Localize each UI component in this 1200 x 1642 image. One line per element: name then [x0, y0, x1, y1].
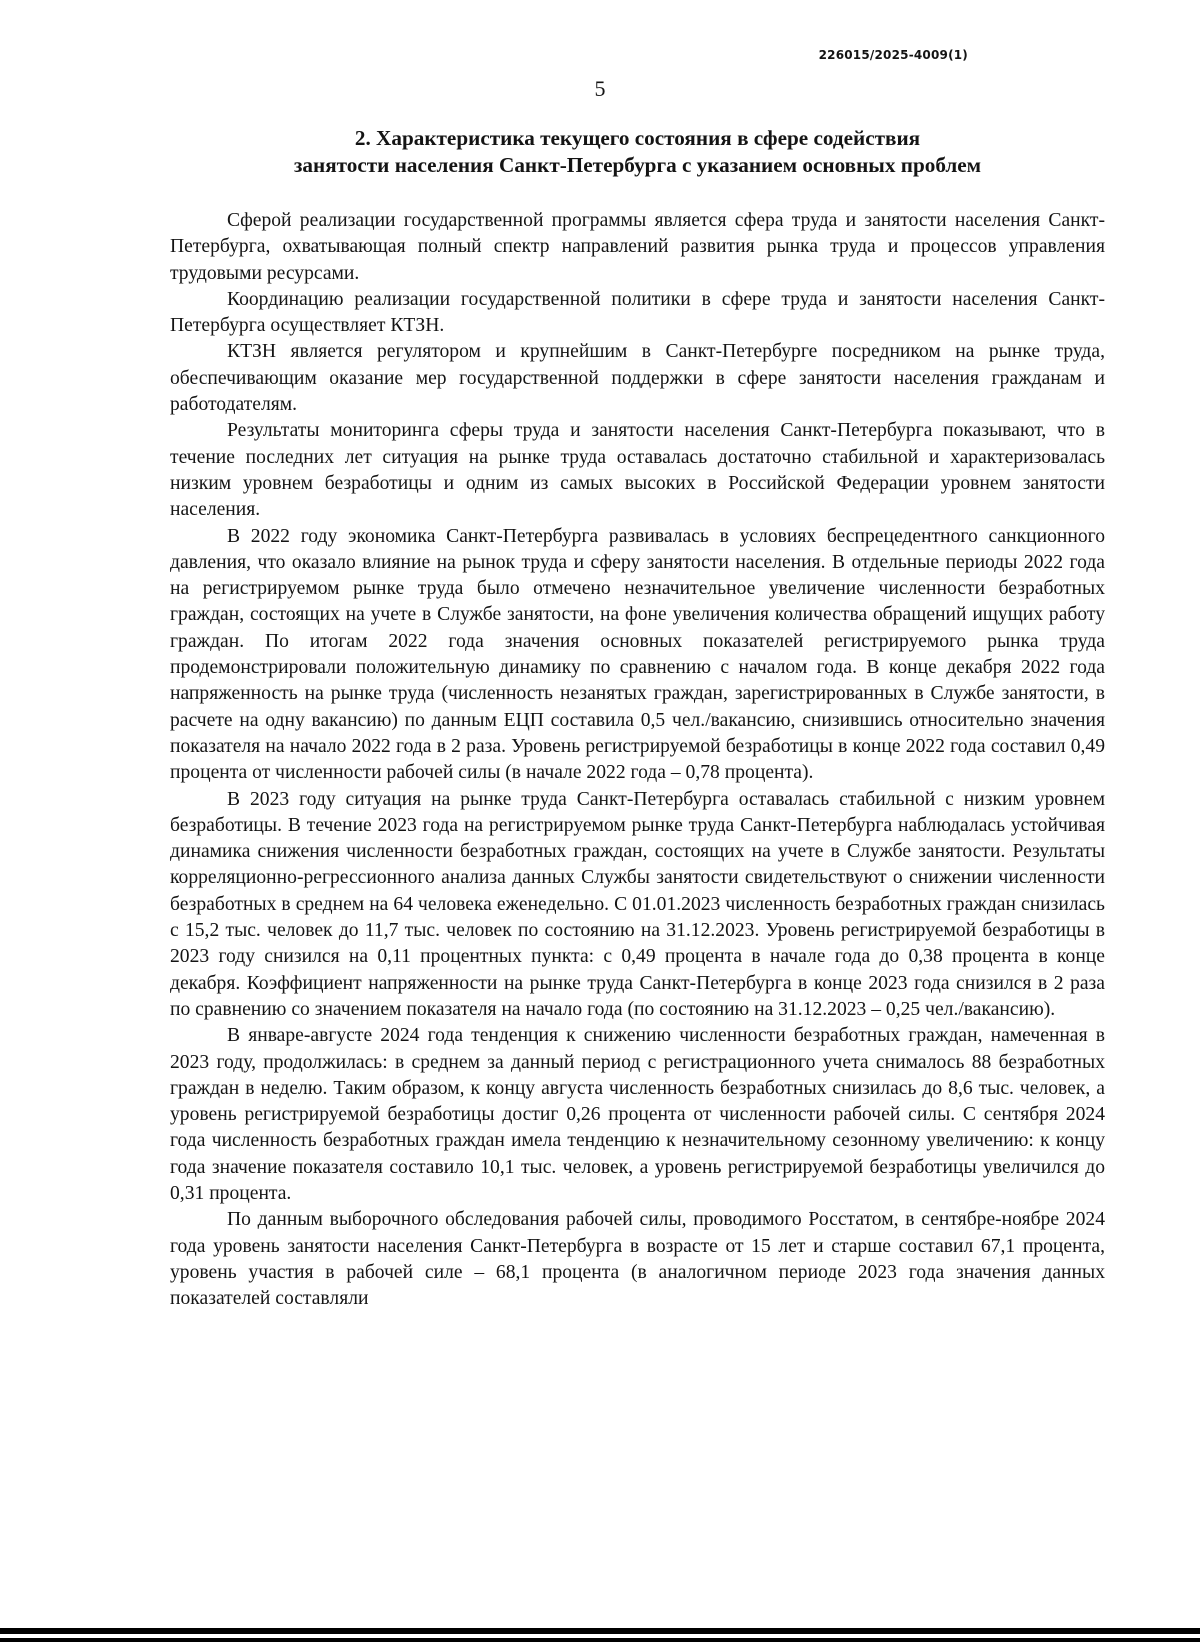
section-title-line-2: занятости населения Санкт-Петербурга с указанием основных проблем [293, 153, 982, 177]
scan-edge-line [0, 1628, 1200, 1634]
page-number: 5 [594, 76, 606, 101]
paragraph-ktzn-role: КТЗН является регулятором и крупнейшим в Санкт-Петербурге посредником на рынке труда, обеспечивающим оказание мер государственной поддержки в сфере занятости населения гражданам и работодателям. [170, 341, 1105, 416]
body-text [170, 208, 1105, 1312]
paragraph-scope: Сферой реализации государственной программы является сфера труда и занятости населения Санкт-Петербурга, охватывающая полный спектр направлений развития рынка труда и процессов управления трудовыми ресурсами. [170, 210, 1105, 284]
paragraph-2022: В 2022 году экономика Санкт-Петербурга развивалась в условиях беспрецедентного санкционного давления, что оказало влияние на рынок труда и сферу занятости населения. В отдельные периоды 2022 года на регистрируемом рынке труда было отмечено незначительное увеличение численности безработных граждан, состоящих на учете в Службе занятости, на фоне увеличения количества обращений ищущих работу граждан. По итогам 2022 года значения основных показателей регистрируемого рынка труда продемонстрировали положительную динамику по сравнению с началом года. В конце декабря 2022 года напряженность на рынке труда (численность незанятых граждан, зарегистрированных в Службе занятости, в расчете на одну вакансию) по данным ЕЦП составила 0,5 чел./вакансию, снизившись относительно значения показателя на начало 2022 года в 2 раза. Уровень регистрируемой безработицы в конце 2022 года составил 0,49 процента от численности рабочей силы (в начале 2022 года – 0,78 процента). [170, 525, 1105, 784]
paragraph-monitoring: Результаты мониторинга сферы труда и занятости населения Санкт-Петербурга показывают, что в течение последних лет ситуация на рынке труда оставалась достаточно стабильной и характеризовалась низким уровнем безработицы и одним из самых высоких в Российской Федерации уровнем занятости населения. [170, 420, 1105, 521]
paragraph-rosstat-survey: По данным выборочного обследования рабочей силы, проводимого Росстатом, в сентябре-ноябре 2024 года уровень занятости населения Санкт-Петербурга в возрасте от 15 лет и старше составил 67,1 процента, уровень участия в рабочей силе – 68,1 процента (в аналогичном периоде 2023 года значения данных показателей составляли [170, 1209, 1105, 1310]
scan-edge-line [0, 1638, 1200, 1642]
section-title-line-1: 2. Характеристика текущего состояния в сфере содействия [354, 126, 921, 150]
paragraph-2023: В 2023 году ситуация на рынке труда Санкт-Петербурга оставалась стабильной с низким уровнем безработицы. В течение 2023 года на регистрируемом рынке труда Санкт-Петербурга наблюдалась устойчивая динамика снижения численности безработных граждан, состоящих на учете в Службе занятости. Результаты корреляционно-регрессионного анализа данных Службы занятости свидетельствуют о снижении численности безработных в среднем на 64 человека еженедельно. С 01.01.2023 численность безработных граждан снизилась с 15,2 тыс. человек до 11,7 тыс. человек по состоянию на 31.12.2023. Уровень регистрируемой безработицы в 2023 году снизился на 0,11 процентных пункта: с 0,49 процента в начале года до 0,38 процента в конце декабря. Коэффициент напряженности на рынке труда Санкт-Петербурга в конце 2023 года снизился в 2 раза по сравнению со значением показателя на начало года (по состоянию на 31.12.2023 – 0,25 чел./вакансию). [170, 788, 1105, 1020]
paragraph-2024: В январе-августе 2024 года тенденция к снижению численности безработных граждан, намеченная в 2023 году, продолжилась: в среднем за данный период с регистрационного учета снималось 88 безработных граждан в неделю. Таким образом, к концу августа численность безработных снизилась до 8,6 тыс. человек, а уровень регистрируемой безработицы достиг 0,26 процента от численности рабочей силы. С сентября 2024 года численность безработных граждан имела тенденцию к незначительному сезонному увеличению: к концу года значение показателя составило 10,1 тыс. человек, а уровень регистрируемой безработицы увеличился до 0,31 процента. [170, 1025, 1105, 1204]
document-number: 226015/2025-4009(1) [818, 48, 968, 62]
paragraph-coordination: Координацию реализации государственной политики в сфере труда и занятости населения Санкт-Петербурга осуществляет КТЗН. [170, 288, 1105, 337]
section-title [170, 125, 1105, 179]
